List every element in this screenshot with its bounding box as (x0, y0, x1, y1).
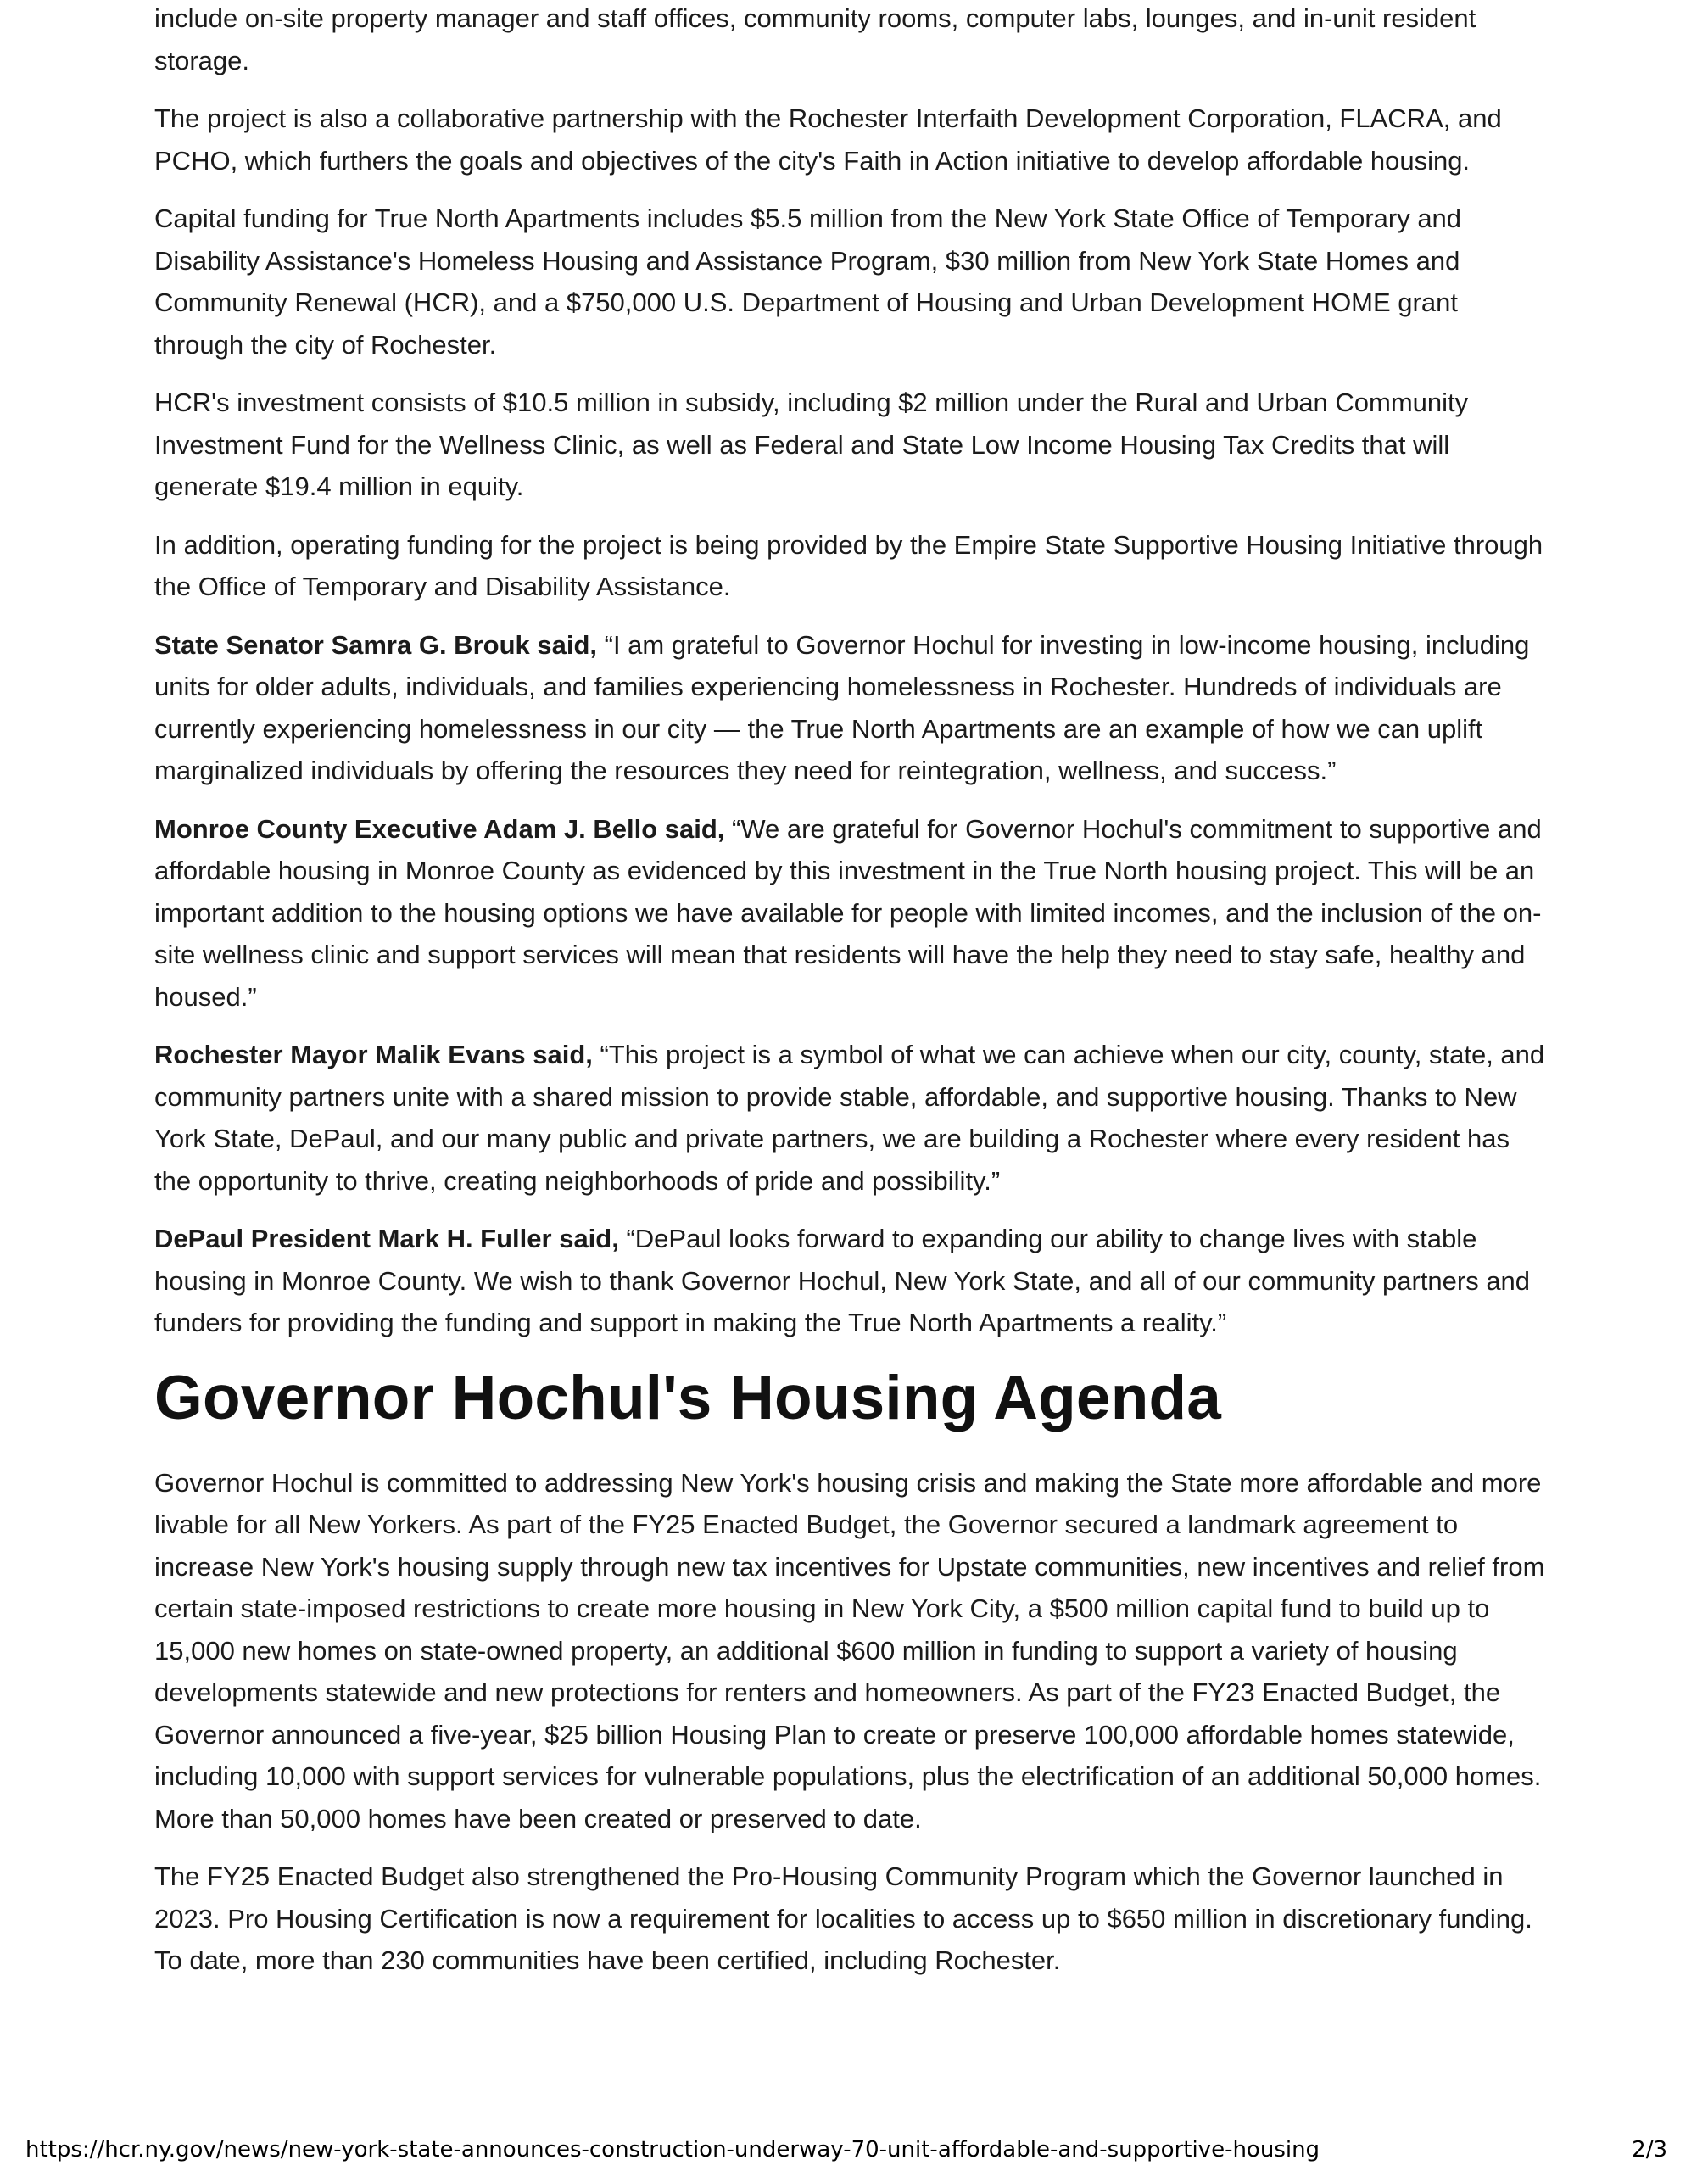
quote-speaker: DePaul President Mark H. Fuller said, (154, 1224, 619, 1253)
quote-speaker: Rochester Mayor Malik Evans said, (154, 1040, 593, 1069)
quote-text: “DePaul looks forward to expanding our ability to change lives with stable housing in Monroe County. We wish to thank Governor Hochul, New York State, and all of our community partners and funders for providing the funding and support in making the True North Apartments a reality.” (154, 1224, 1531, 1337)
quote-county-executive-bello (154, 808, 1545, 1019)
paragraph-text: Governor Hochul is committed to addressing New York's housing crisis and making the State more affordable and more livable for all New Yorkers. As part of the FY25 Enacted Budget, the Governor secured a landmark agreement to increase New York's housing supply through new tax incentives for Upstate communities, new incentives and relief from certain state-imposed restrictions to create more housing in New York City, a $500 million capital fund to build up to 15,000 new homes on state-owned property, an additional $600 million in funding to support a variety of housing developments statewide and new protections for renters and homeowners. As part of the FY23 Enacted Budget, the Governor announced a five-year, $25 billion Housing Plan to create or preserve 100,000 affordable homes statewide, including 10,000 with support services for vulnerable populations, plus the electrification of an additional 50,000 homes. More than 50,000 homes have been created or preserved to date. (154, 1467, 1545, 1833)
paragraph-text: In addition, operating funding for the project is being provided by the Empire State Supportive Housing Initiative through the Office of Temporary and Disability Assistance. (154, 529, 1543, 601)
paragraph-housing-agenda (154, 1462, 1545, 1840)
paragraph-partnership (154, 98, 1545, 181)
paragraph-text: HCR's investment consists of $10.5 million in subsidy, including $2 million under the Rural and Urban Community Investment Fund for the Wellness Clinic, as well as Federal and State Low Income Housing Tax Credits that will generate $19.4 million in equity. (154, 388, 1469, 501)
quote-senator-brouk (154, 624, 1545, 792)
paragraph-text: The FY25 Enacted Budget also strengthened the Pro-Housing Community Program which the Governor launched in 2023. Pro Housing Certification is now a requirement for localities to access up to $650 million in discretionary funding. To date, more than 230 communities have been certified, including Rochester. (154, 1861, 1532, 1975)
quote-text: “This project is a symbol of what we can achieve when our city, county, state, and community partners unite with a shared mission to provide stable, affordable, and supportive housing. Thanks to New York State, DePaul, and our many public and private partners, we are building a Rochester where every resident has the opportunity to thrive, creating neighborhoods of pride and possibility.” (154, 1040, 1545, 1196)
quote-mayor-evans (154, 1034, 1545, 1202)
paragraph-pro-housing (154, 1856, 1545, 1982)
quote-depaul-fuller (154, 1218, 1545, 1344)
paragraph-capital-funding (154, 198, 1545, 366)
article-body (154, 0, 1545, 1998)
print-footer (0, 2132, 1708, 2171)
footer-page-number: 2/3 (1632, 2137, 1667, 2163)
paragraph-operating-funding (154, 524, 1545, 608)
paragraph-hcr-investment (154, 382, 1545, 508)
paragraph-text: Capital funding for True North Apartments includes $5.5 million from the New York State Office of Temporary and Disability Assistance's Homeless Housing and Assistance Program, $30 million from New York State Homes and Community Renewal (HCR), and a $750,000 U.S. Department of Housing and Urban Development HOME grant through the city of Rochester. (154, 204, 1462, 360)
quote-speaker: State Senator Samra G. Brouk said, (154, 629, 598, 660)
quote-text: “We are grateful for Governor Hochul's commitment to supportive and affordable housing in Monroe County as evidenced by this investment in the True North housing project. This will be an important addition to the housing options we have available for people with limited incomes, and the inclusion of the on-site wellness clinic and support services will mean that residents will have the help they need to stay safe, healthy and housed.” (154, 813, 1542, 1012)
paragraph-text: include on-site property manager and staff offices, community rooms, computer labs, lounges, and in-unit resident storage. (154, 3, 1476, 75)
paragraph-amenities (154, 0, 1545, 81)
footer-url: https://hcr.ny.gov/news/new-york-state-announces-construction-underway-70-unit-affordable-and-supportive-housing (25, 2137, 1320, 2163)
paragraph-text: The project is also a collaborative partnership with the Rochester Interfaith Development Corporation, FLACRA, and PCHO, which furthers the goals and objectives of the city's Faith in Action initiative to develop affordable housing. (154, 103, 1502, 176)
quote-speaker: Monroe County Executive Adam J. Bello said, (154, 813, 725, 844)
section-heading: Governor Hochul's Housing Agenda (154, 1363, 1222, 1432)
quote-text: “I am grateful to Governor Hochul for investing in low-income housing, including units for older adults, individuals, and families experiencing homelessness in Rochester. Hundreds of individuals are currently experiencing homelessness in our city — the True North Apartments are an example of how we can uplift marginalized individuals by offering the resources they need for reintegration, wellness, and success.” (154, 629, 1530, 785)
